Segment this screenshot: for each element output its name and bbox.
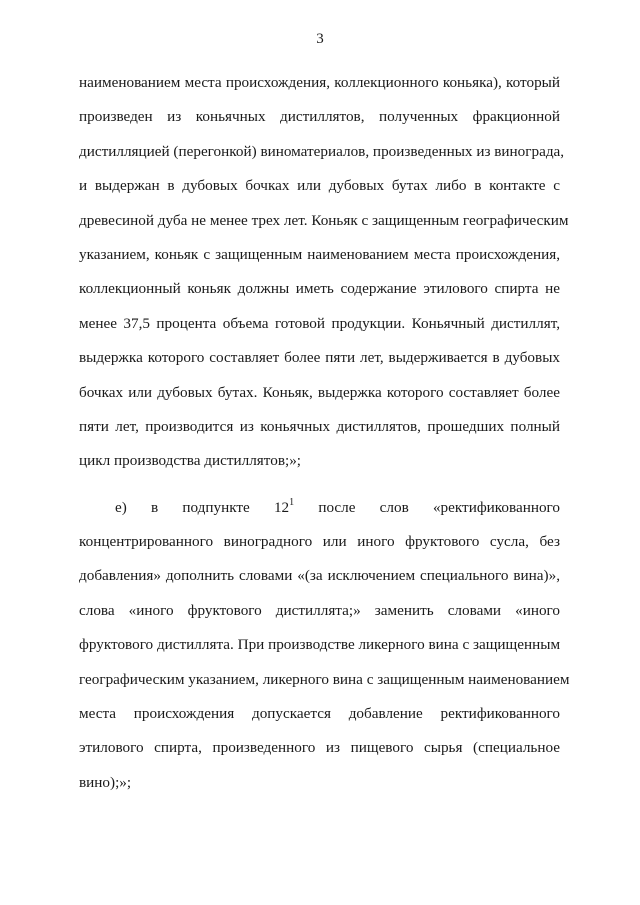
text-line: менее 37,5 процента объема готовой продукции. Коньячный дистиллят, bbox=[79, 314, 560, 332]
text-line: вино);»; bbox=[79, 773, 132, 791]
page-number: 3 bbox=[316, 31, 324, 47]
text-line: дистилляцией (перегонкой) виноматериалов, произведенных из винограда, bbox=[79, 142, 565, 160]
paragraph-2 bbox=[79, 491, 570, 801]
text-line: цикл производства дистиллятов;»; bbox=[79, 452, 302, 470]
superscript-index: 1 bbox=[289, 496, 295, 508]
text-line: коллекционный коньяк должны иметь содержание этилового спирта не bbox=[79, 280, 560, 298]
subparagraph-intro: е) в подпункте 12 bbox=[115, 498, 290, 516]
paragraph-first-line bbox=[79, 491, 560, 525]
text-line: места происхождения допускается добавление ректификованного bbox=[79, 705, 560, 723]
document-body bbox=[79, 66, 570, 800]
text-line: географическим указанием, ликерного вина с защищенным наименованием bbox=[79, 670, 570, 688]
text-line: и выдержан в дубовых бочках или дубовых бутах либо в контакте с bbox=[79, 177, 560, 195]
paragraph-1 bbox=[79, 66, 569, 479]
text-line: фруктового дистиллята. При производстве ликерного вина с защищенным bbox=[79, 636, 561, 654]
text-line: бочках или дубовых бутах. Коньяк, выдержка которого составляет более bbox=[79, 383, 560, 401]
text-line: древесиной дуба не менее трех лет. Коньяк с защищенным географическим bbox=[79, 211, 569, 229]
text-line: наименованием места происхождения, коллекционного коньяка), который bbox=[79, 74, 560, 91]
text-line: этилового спирта, произведенного из пищевого сырья (специальное bbox=[79, 739, 560, 757]
text-line: добавления» дополнить словами «(за исключением специального вина)», bbox=[79, 567, 560, 585]
text-line: концентрированного виноградного или иного фруктового сусла, без bbox=[79, 533, 560, 551]
subparagraph-continuation: после слов «ректификованного bbox=[294, 498, 560, 516]
text-line: указанием, коньяк с защищенным наименованием места происхождения, bbox=[79, 245, 560, 263]
text-line: пяти лет, производится из коньячных дистиллятов, прошедших полный bbox=[79, 417, 560, 435]
paragraph-spacer bbox=[79, 479, 560, 491]
text-line: произведен из коньячных дистиллятов, полученных фракционной bbox=[79, 108, 560, 126]
text-line: выдержка которого составляет более пяти лет, выдерживается в дубовых bbox=[79, 349, 560, 367]
text-line: слова «иного фруктового дистиллята;» заменить словами «иного bbox=[79, 601, 560, 619]
